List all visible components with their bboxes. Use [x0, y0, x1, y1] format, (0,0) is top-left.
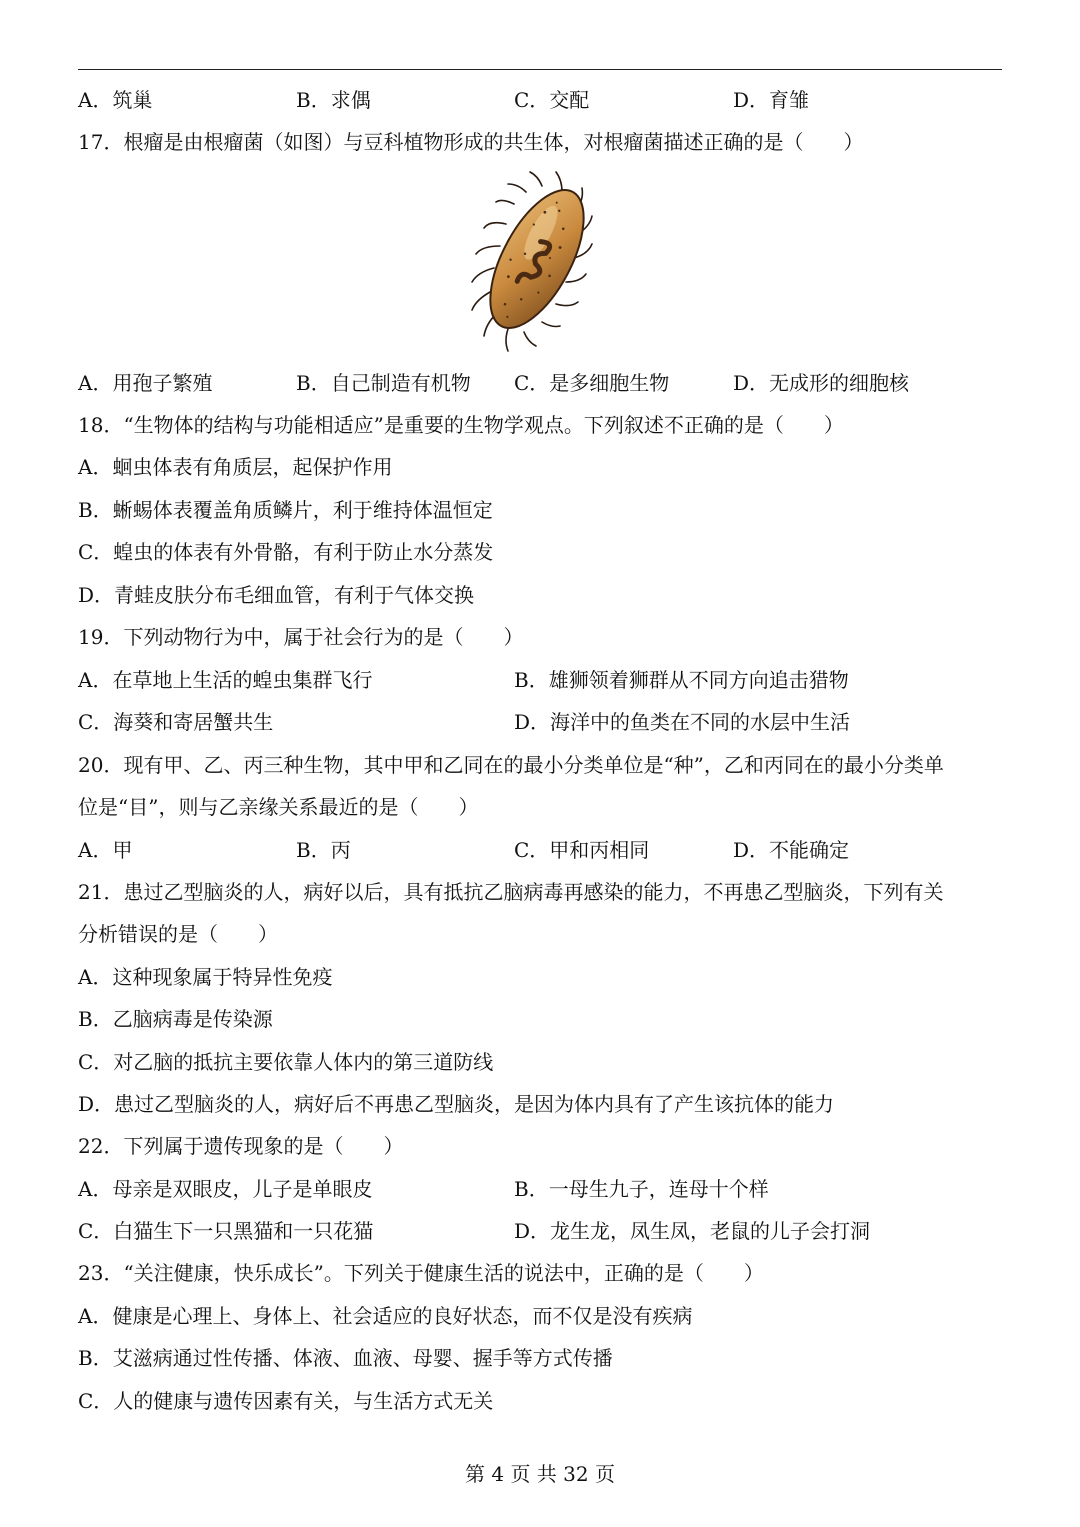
q21-option-c[interactable]: C．对乙脑的抵抗主要依靠人体内的第三道防线 [78, 1050, 494, 1074]
q22-options-row-2 [78, 1216, 1008, 1246]
q18-option-b[interactable]: B．蜥蜴体表覆盖角质鳞片，利于维持体温恒定 [78, 498, 493, 522]
header-rule [78, 69, 1002, 70]
q21-option-d[interactable]: D．患过乙型脑炎的人，病好后不再患乙型脑炎，是因为体内具有了产生该抗体的能力 [78, 1092, 835, 1116]
q20-options-row [78, 835, 1008, 865]
q22-option-a[interactable]: A．母亲是双眼皮，儿子是单眼皮 [78, 1177, 373, 1201]
q17-stem: 17．根瘤是由根瘤菌（如图）与豆科植物形成的共生体，对根瘤菌描述正确的是（ ） [78, 130, 864, 154]
q20-option-b[interactable]: B．丙 [296, 838, 351, 862]
q18-option-c[interactable]: C．蝗虫的体表有外骨骼，有利于防止水分蒸发 [78, 540, 494, 564]
q20-option-a[interactable]: A．甲 [78, 838, 133, 862]
q16-option-a[interactable]: A．筑巢 [78, 88, 153, 112]
q20-stem-line-1: 20．现有甲、乙、丙三种生物，其中甲和乙同在的最小分类单位是“种”，乙和丙同在的最小分类单 [78, 753, 944, 777]
q22-options-row-1 [78, 1174, 1008, 1204]
q22-option-d[interactable]: D．龙生龙，凤生凤，老鼠的儿子会打洞 [514, 1219, 871, 1243]
q19-options-row-1 [78, 665, 1008, 695]
q19-stem: 19．下列动物行为中，属于社会行为的是（ ） [78, 625, 524, 649]
q20-option-d[interactable]: D．不能确定 [733, 838, 850, 862]
q19-options-row-2 [78, 707, 1008, 737]
q23-stem: 23．“关注健康，快乐成长”。下列关于健康生活的说法中，正确的是（ ） [78, 1261, 764, 1285]
q23-option-b[interactable]: B．艾滋病通过性传播、体液、血液、母婴、握手等方式传播 [78, 1346, 613, 1370]
q21-stem-line-1: 21．患过乙型脑炎的人，病好以后，具有抵抗乙脑病毒再感染的能力，不再患乙型脑炎，下列有关 [78, 880, 944, 904]
q21-option-b[interactable]: B．乙脑病毒是传染源 [78, 1007, 273, 1031]
q19-option-d[interactable]: D．海洋中的鱼类在不同的水层中生活 [514, 710, 851, 734]
q20-option-c[interactable]: C．甲和丙相同 [514, 838, 650, 862]
q20-stem-line-2: 位是“目”，则与乙亲缘关系最近的是（ ） [78, 795, 479, 819]
q18-option-a[interactable]: A．蛔虫体表有角质层，起保护作用 [78, 455, 393, 479]
q22-option-b[interactable]: B．一母生九子，连母十个样 [514, 1177, 769, 1201]
q16-options-row [78, 85, 1008, 115]
q23-option-a[interactable]: A．健康是心理上、身体上、社会适应的良好状态，而不仅是没有疾病 [78, 1304, 693, 1328]
q22-stem: 22．下列属于遗传现象的是（ ） [78, 1134, 404, 1158]
q17-option-a[interactable]: A．用孢子繁殖 [78, 371, 213, 395]
q16-option-c[interactable]: C．交配 [514, 88, 590, 112]
q19-option-a[interactable]: A．在草地上生活的蝗虫集群飞行 [78, 668, 373, 692]
page-footer: 第 4 页 共 32 页 [465, 1462, 615, 1486]
q17-option-d[interactable]: D．无成形的细胞核 [733, 371, 910, 395]
q17-options-row [78, 368, 1008, 398]
q18-stem: 18．“生物体的结构与功能相适应”是重要的生物学观点。下列叙述不正确的是（ ） [78, 413, 844, 437]
q23-option-c[interactable]: C．人的健康与遗传因素有关，与生活方式无关 [78, 1389, 494, 1413]
q17-option-c[interactable]: C．是多细胞生物 [514, 371, 670, 395]
q17-option-b[interactable]: B．自己制造有机物 [296, 371, 471, 395]
q18-option-d[interactable]: D．青蛙皮肤分布毛细血管，有利于气体交换 [78, 583, 475, 607]
q16-option-d[interactable]: D．育雏 [733, 88, 810, 112]
q22-option-c[interactable]: C．白猫生下一只黑猫和一只花猫 [78, 1219, 374, 1243]
q21-option-a[interactable]: A．这种现象属于特异性免疫 [78, 965, 333, 989]
q19-option-b[interactable]: B．雄狮领着狮群从不同方向追击猎物 [514, 668, 849, 692]
q19-option-c[interactable]: C．海葵和寄居蟹共生 [78, 710, 274, 734]
q16-option-b[interactable]: B．求偶 [296, 88, 371, 112]
rhizobium-bacterium-figure [462, 164, 612, 354]
q21-stem-line-2: 分析错误的是（ ） [78, 922, 278, 946]
